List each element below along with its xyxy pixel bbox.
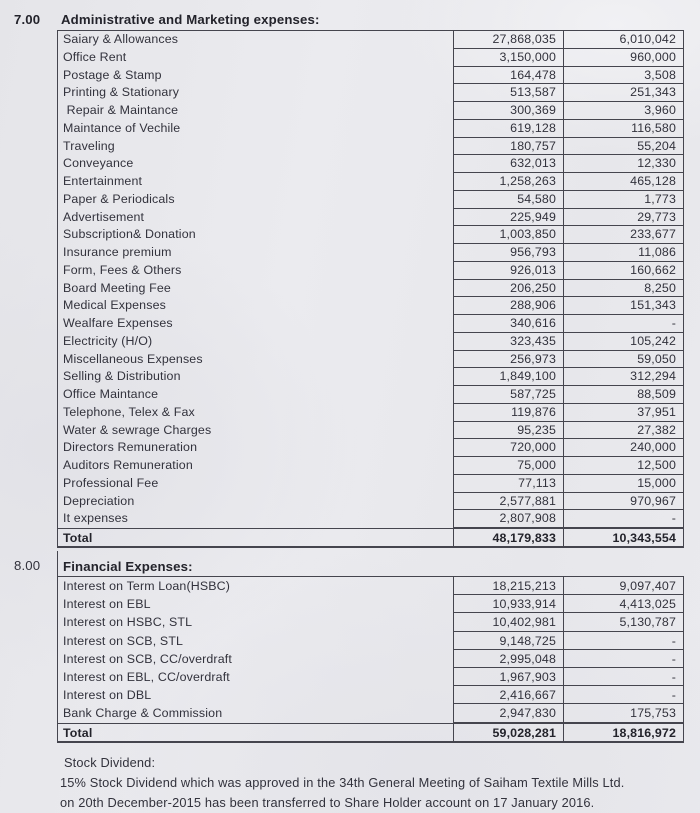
table-row [57,244,684,262]
expense-amount-col2: 5,130,787 [563,613,684,631]
table-row [57,650,684,668]
expense-amount-col1: 340,616 [453,315,563,333]
expense-label: Interest on HSBC, STL [57,613,453,631]
expense-amount-col2: - [563,686,684,704]
expense-amount-col2: 8,250 [563,280,684,298]
expense-amount-col2: 55,204 [563,138,684,156]
expense-label: Saiary & Allowances [57,31,453,49]
expense-label: Interest on EBL [57,595,453,613]
expense-label: Entertainment [57,173,453,191]
expense-label: Repair & Maintance [57,102,453,120]
expense-amount-col1: 1,258,263 [453,173,563,191]
expense-label: Insurance premium [57,244,453,262]
expense-amount-col1: 1,003,850 [453,226,563,244]
expense-label: Directors Remuneration [57,439,453,457]
table-row [57,102,684,120]
financial-expenses-rows [57,577,684,723]
expense-amount-col1: 54,580 [453,191,563,209]
expense-amount-col2: 105,242 [563,333,684,351]
table-row [57,351,684,369]
expense-label: Interest on SCB, CC/overdraft [57,650,453,668]
total-amount-col1: 48,179,833 [453,528,563,548]
expense-amount-col1: 95,235 [453,422,563,440]
expense-amount-col2: 960,000 [563,49,684,67]
section-number-8: 8.00 [14,558,41,573]
table-row [57,595,684,613]
table-row [57,297,684,315]
table-row [57,333,684,351]
table-row [57,31,684,49]
expense-amount-col2: 6,010,042 [563,31,684,49]
expense-amount-col2: 116,580 [563,120,684,138]
expense-label: Conveyance [57,155,453,173]
expense-amount-col2: - [563,510,684,528]
table-row [57,439,684,457]
table-row [57,209,684,227]
expense-amount-col1: 10,933,914 [453,595,563,613]
expense-label: Board Meeting Fee [57,280,453,298]
expense-label: Auditors Remuneration [57,457,453,475]
expense-amount-col1: 2,807,908 [453,510,563,528]
expense-label: Medical Expenses [57,297,453,315]
expense-amount-col1: 10,402,981 [453,613,563,631]
expense-amount-col1: 27,868,035 [453,31,563,49]
expense-label: Depreciation [57,493,453,511]
expense-amount-col1: 926,013 [453,262,563,280]
admin-marketing-expenses-rows [57,31,684,528]
expense-amount-col2: 465,128 [563,173,684,191]
table-row [57,422,684,440]
table-row [57,120,684,138]
expense-amount-col1: 2,416,667 [453,686,563,704]
expense-amount-col2: 251,343 [563,84,684,102]
expense-amount-col2: 1,773 [563,191,684,209]
expense-label: Form, Fees & Others [57,262,453,280]
expense-label: Traveling [57,138,453,156]
expense-amount-col1: 2,995,048 [453,650,563,668]
table-row [57,668,684,686]
expense-label: Professional Fee [57,475,453,493]
expense-amount-col2: 233,677 [563,226,684,244]
expense-label: Subscription& Donation [57,226,453,244]
expense-label: Miscellaneous Expenses [57,351,453,369]
expense-amount-col1: 77,113 [453,475,563,493]
table-row [57,138,684,156]
expense-label: Selling & Distribution [57,368,453,386]
expense-label: Bank Charge & Commission [57,704,453,722]
table-row [57,226,684,244]
expense-amount-col1: 632,013 [453,155,563,173]
expense-amount-col1: 164,478 [453,67,563,85]
expense-amount-col1: 720,000 [453,439,563,457]
expense-label: Maintance of Vechile [57,120,453,138]
expense-amount-col2: 312,294 [563,368,684,386]
expense-amount-col1: 1,967,903 [453,668,563,686]
table-row [57,577,684,595]
table-row [57,686,684,704]
expense-amount-col1: 956,793 [453,244,563,262]
table-row [57,84,684,102]
table-row [57,386,684,404]
expense-amount-col2: 37,951 [563,404,684,422]
expense-amount-col2: 3,508 [563,67,684,85]
expense-label: It expenses [57,510,453,528]
expense-amount-col1: 3,150,000 [453,49,563,67]
section-number-7: 7.00 [14,12,41,27]
expense-label: Office Rent [57,49,453,67]
total-label: Total [57,528,453,548]
expense-amount-col1: 2,577,881 [453,493,563,511]
expense-label: Wealfare Expenses [57,315,453,333]
expense-label: Interest on SCB, STL [57,632,453,650]
admin-marketing-expenses-table [57,30,684,548]
expense-label: Printing & Stationary [57,84,453,102]
expense-amount-col2: - [563,632,684,650]
expense-label: Office Maintance [57,386,453,404]
admin-marketing-total-row [57,528,684,548]
expense-label: Telephone, Telex & Fax [57,404,453,422]
stock-dividend-note [60,753,672,813]
expense-label: Interest on EBL, CC/overdraft [57,668,453,686]
expense-amount-col2: 88,509 [563,386,684,404]
expense-label: Interest on Term Loan(HSBC) [57,577,453,595]
expense-amount-col1: 300,369 [453,102,563,120]
total-amount-col2: 18,816,972 [563,723,684,743]
table-row [57,613,684,631]
table-row [57,493,684,511]
financial-expenses-total-row [57,723,684,743]
table-row [57,510,684,528]
expense-label: Advertisement [57,209,453,227]
expense-label: Electricity (H/O) [57,333,453,351]
expense-amount-col2: - [563,668,684,686]
total-label: Total [57,723,453,743]
expense-amount-col2: 240,000 [563,439,684,457]
expense-label: Water & sewrage Charges [57,422,453,440]
table-row [57,280,684,298]
expense-label: Paper & Periodicals [57,191,453,209]
stock-dividend-line1: 15% Stock Dividend which was approved in the 34th General Meeting of Saiham Textile Mills Ltd. [60,775,625,790]
expense-label: Postage & Stamp [57,67,453,85]
table-row [57,262,684,280]
expense-amount-col2: 970,967 [563,493,684,511]
table-row [57,155,684,173]
expense-amount-col2: 11,086 [563,244,684,262]
expense-amount-col1: 587,725 [453,386,563,404]
expense-amount-col2: 160,662 [563,262,684,280]
expense-amount-col1: 288,906 [453,297,563,315]
expense-amount-col1: 206,250 [453,280,563,298]
expense-amount-col2: 9,097,407 [563,577,684,595]
table-row [57,475,684,493]
stock-dividend-line2: on 20th December-2015 has been transferred to Share Holder account on 17 January 2016. [60,795,595,810]
expense-amount-col1: 323,435 [453,333,563,351]
table-row [57,173,684,191]
expense-amount-col1: 1,849,100 [453,368,563,386]
expense-amount-col1: 75,000 [453,457,563,475]
expense-amount-col1: 180,757 [453,138,563,156]
table-row [57,49,684,67]
expense-amount-col1: 9,148,725 [453,632,563,650]
total-amount-col1: 59,028,281 [453,723,563,743]
expense-amount-col2: 15,000 [563,475,684,493]
stock-dividend-heading: Stock Dividend: [64,755,156,770]
table-row [57,315,684,333]
table-row [57,368,684,386]
expense-amount-col2: 3,960 [563,102,684,120]
table-row [57,67,684,85]
expense-amount-col1: 619,128 [453,120,563,138]
expense-amount-col1: 513,587 [453,84,563,102]
table-row [57,191,684,209]
section-title-financial-expenses: Financial Expenses: [57,551,684,577]
expense-amount-col1: 256,973 [453,351,563,369]
expense-amount-col1: 2,947,830 [453,704,563,722]
expense-amount-col1: 18,215,213 [453,577,563,595]
table-row [57,457,684,475]
expense-amount-col2: 29,773 [563,209,684,227]
financial-expenses-table [57,551,684,743]
expense-amount-col2: 59,050 [563,351,684,369]
expense-amount-col2: 12,330 [563,155,684,173]
table-row [57,632,684,650]
expense-amount-col1: 119,876 [453,404,563,422]
expense-amount-col1: 225,949 [453,209,563,227]
table-row [57,404,684,422]
expense-amount-col2: 27,382 [563,422,684,440]
section-title-admin-marketing-expenses: Administrative and Marketing expenses: [61,12,320,27]
expense-amount-col2: 175,753 [563,704,684,722]
expense-amount-col2: 151,343 [563,297,684,315]
expense-label: Interest on DBL [57,686,453,704]
expense-amount-col2: - [563,315,684,333]
expense-amount-col2: - [563,650,684,668]
table-row [57,704,684,722]
total-amount-col2: 10,343,554 [563,528,684,548]
expense-amount-col2: 4,413,025 [563,595,684,613]
expense-amount-col2: 12,500 [563,457,684,475]
